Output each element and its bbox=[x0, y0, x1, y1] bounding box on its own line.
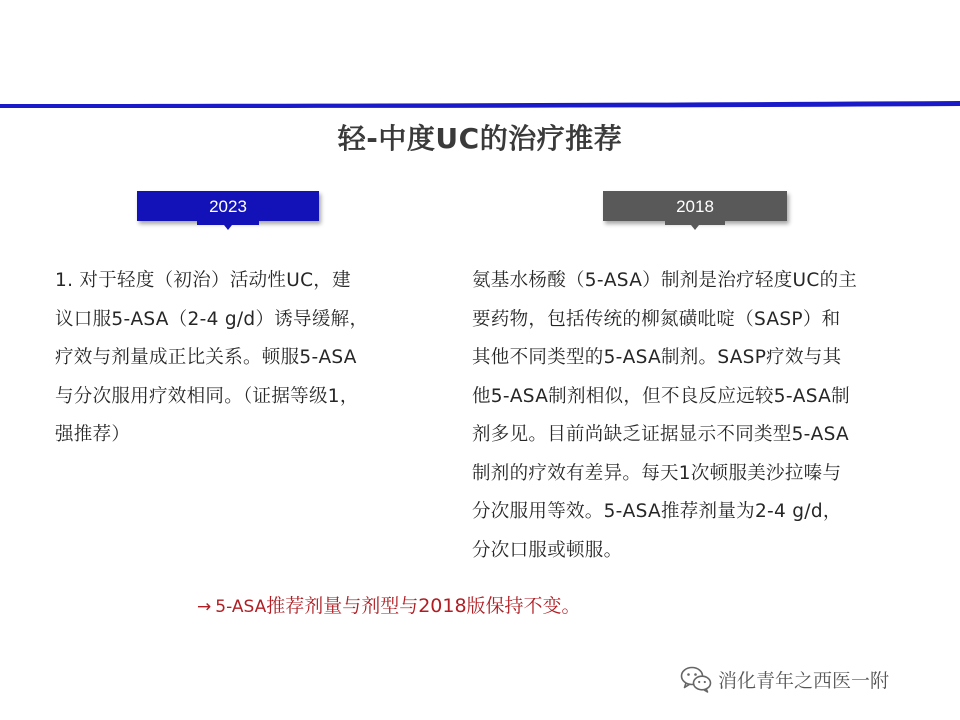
year-tag-pointer bbox=[691, 225, 699, 230]
text-line: 议口服5-ASA（2-4 g/d）诱导缓解， bbox=[55, 308, 369, 330]
text-line: 剂多见。目前尚缺乏证据显示不同类型5-ASA bbox=[472, 424, 849, 445]
text-line: 制剂的疗效有差异。每天1次顿服美沙拉嗪与 bbox=[472, 462, 842, 484]
year-tag-pointer bbox=[224, 225, 232, 230]
year-tag-2023 bbox=[137, 191, 319, 221]
arrow-right-icon: → bbox=[197, 597, 212, 617]
watermark bbox=[680, 664, 889, 694]
recommendation-2023 bbox=[55, 262, 435, 455]
text-line: 强推荐） bbox=[55, 424, 131, 445]
wechat-icon bbox=[680, 665, 712, 693]
text-line: 疗效与剂量成正比关系。顿服5-ASA bbox=[55, 347, 357, 368]
conclusion-drug: 5-ASA bbox=[215, 597, 267, 617]
text-line: 1. 对于轻度（初治）活动性UC，建 bbox=[55, 270, 351, 291]
recommendation-2018 bbox=[472, 262, 922, 570]
text-line: 氨基水杨酸（5-ASA）制剂是治疗轻度UC的主 bbox=[472, 270, 858, 291]
header-rule bbox=[0, 0, 960, 120]
text-line: 与分次服用疗效相同。（证据等级1， bbox=[55, 385, 359, 407]
conclusion-text: 推荐剂量与剂型与2018版保持不变。 bbox=[266, 595, 581, 617]
conclusion-note bbox=[197, 591, 581, 618]
text-line: 其他不同类型的5-ASA制剂。SASP疗效与其 bbox=[472, 347, 842, 368]
year-label-2023: 2023 bbox=[209, 197, 247, 216]
slide-title: 轻-中度UC的治疗推荐 bbox=[337, 122, 623, 155]
text-line: 分次口服或顿服。 bbox=[472, 539, 623, 561]
text-line: 要药物，包括传统的柳氮磺吡啶（SASP）和 bbox=[472, 308, 841, 330]
watermark-text: 消化青年之西医一附 bbox=[718, 669, 890, 692]
text-line: 他5-ASA制剂相似，但不良反应远较5-ASA制 bbox=[472, 385, 850, 407]
year-label-2018: 2018 bbox=[676, 197, 714, 216]
text-line: 分次服用等效。5-ASA推荐剂量为2-4 g/d， bbox=[472, 501, 842, 522]
year-tag-2018 bbox=[603, 191, 787, 221]
